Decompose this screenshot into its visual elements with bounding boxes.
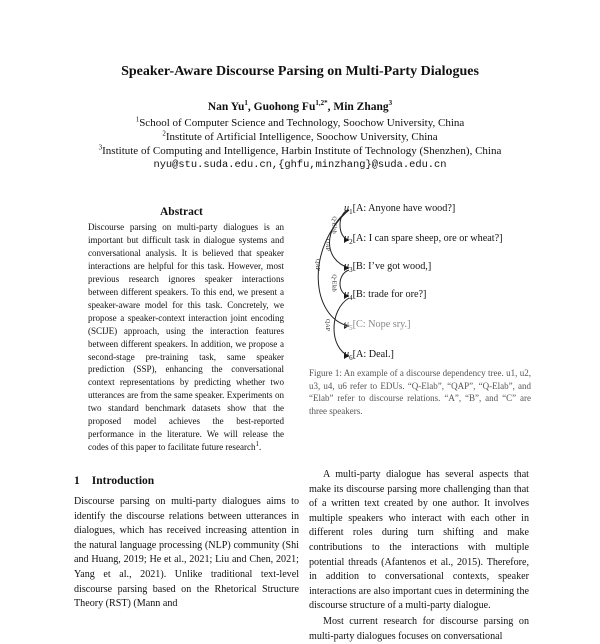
utterance-text: [A: Deal.] (352, 349, 394, 360)
utterance-text: [A: Anyone have wood?] (352, 203, 456, 214)
affiliation-1 (0, 117, 600, 129)
utterance-u6 (344, 349, 394, 362)
section-title: Introduction (91, 475, 155, 487)
affiliation-text: Institute of Computing and Intelligence, Harbin Institute of Technology (Shenzhen), China (102, 145, 502, 157)
affiliation-text: Institute of Artificial Intelligence, Soochow University, China (165, 131, 438, 143)
utterance-id: u (344, 319, 350, 330)
author-email: nyu@stu.suda.edu.cn,{ghfu,minzhang}@suda.edu.cn (153, 159, 447, 171)
utterance-sub: 2 (349, 238, 353, 247)
utterance-id: u (344, 289, 350, 300)
utterance-text: [C: Nope sry.] (352, 319, 411, 330)
figure-1 (309, 198, 529, 368)
section-heading (74, 475, 154, 487)
abstract-text: Discourse parsing on multi-party dialogues is an important but difficult task in dialogue systems and conversational analysis. It is believed that speaker interactions are helpful for this task. However, most previous research ignores speaker interactions between different speakers. To this end, we present a speaker-aware model for this task. Concretely, we propose a speaker-context interaction joint encoding (SCIJE) approach, using the interaction features between different speakers. In addition, we propose a second-stage pre-training task, same speaker prediction (SSP), enhancing the conversational context representations by predicting whether two utterances are from the same speaker. Experiments on two standard benchmark datasets show that the proposed model achieves the best-reported performance in the literature. We will release the codes of this paper to facilitate future research (88, 222, 284, 453)
utterance-u5 (344, 319, 411, 332)
utterance-id: u (344, 203, 350, 214)
affiliation-text: School of Computer Science and Technology, Soochow University, China (139, 117, 465, 129)
utterance-u4 (344, 289, 426, 302)
affiliation-2 (0, 131, 600, 143)
relation-label: QAP (314, 258, 321, 272)
abstract-heading: Abstract (160, 206, 203, 218)
author-list: Nan Yu$^1$, Guohong $Fu^{1,2*}$, Min Zhang$^3$ (207, 99, 393, 113)
figure-caption: Figure 1: An example of a discourse dependency tree. u1, u2, u3, u4, u6 refer to EDUs. “Q-Elab”, “QAP”, “Q-Elab”, and “Elab” refer to discourse relations. “A”, “B”, and “C” are three speakers. (309, 368, 531, 417)
utterance-id: u (344, 261, 350, 272)
utterance-id: u (344, 233, 350, 244)
relation-label: Q-Elab (330, 274, 337, 292)
affiliation-sup: 1 (135, 115, 140, 124)
utterance-u1 (344, 203, 455, 216)
relation-label: Q-Elab (330, 216, 337, 234)
author-sup: 1 (244, 99, 248, 108)
utterance-u3 (344, 261, 431, 274)
utterance-sub: 1 (349, 208, 353, 217)
relation-label: QAP (324, 238, 331, 252)
author-name: Min Zhang (333, 101, 389, 113)
utterance-text: [B: trade for ore?] (352, 289, 427, 300)
section-number: 1 (74, 475, 80, 487)
affiliation-3 (0, 145, 600, 157)
author-name: Nan Yu (207, 101, 245, 113)
utterance-text: [A: I can spare sheep, ore or wheat?] (352, 233, 503, 244)
relation-label: QAP (324, 318, 331, 332)
affiliation-sup: 2 (162, 129, 166, 138)
author-name: Guohong Fu (253, 101, 316, 113)
author-sup: 3 (388, 99, 393, 108)
paragraph: Most current research for discourse parsing on multi-party dialogues focuses on conversational (309, 615, 529, 642)
right-column (309, 468, 529, 644)
paragraph: A multi-party dialogue has several aspects that make its discourse parsing more challenging than that of a written text created by one author. It involves multiple speakers who interact with each other in different roles during turn shifting and make contributions to the interactions with multiple potential threads (Afantenos et al., 2015). Therefore, in addition to conversational contexts, speaker interactions are also important cues in determining the discourse structure of a multi-party dialogue. (309, 469, 529, 612)
utterance-sub: 3 (349, 266, 353, 275)
abstract-end: . (259, 442, 262, 453)
utterance-sub: 4 (349, 294, 353, 303)
paper-title: Speaker-Aware Discourse Parsing on Multi-Party Dialogues (121, 64, 479, 79)
utterance-u2 (344, 233, 503, 246)
utterance-sub: 6 (349, 354, 353, 363)
intro-text: Discourse parsing on multi-party dialogues aims to identify the discourse relations between utterances in dialogues, which has received increasing attention in the natural language processing (NLP) community (Shi and Huang, 2019; He et al., 2021; Liu and Chen, 2021; Yang et al., 2021). Unlike traditional text-level discourse parsing based on the Rhetorical Structure Theory (RST) (Mann and (74, 496, 299, 610)
abstract-body (88, 221, 284, 454)
utterance-id: u (344, 349, 350, 360)
utterance-sub: 5 (349, 324, 353, 333)
footnote-mark: 1 (255, 440, 260, 449)
utterance-text: [B: I’ve got wood,] (352, 261, 432, 272)
author-sup: 1,2* (315, 99, 328, 108)
affiliation-sup: 3 (98, 143, 103, 152)
dependency-arcs (309, 198, 529, 368)
